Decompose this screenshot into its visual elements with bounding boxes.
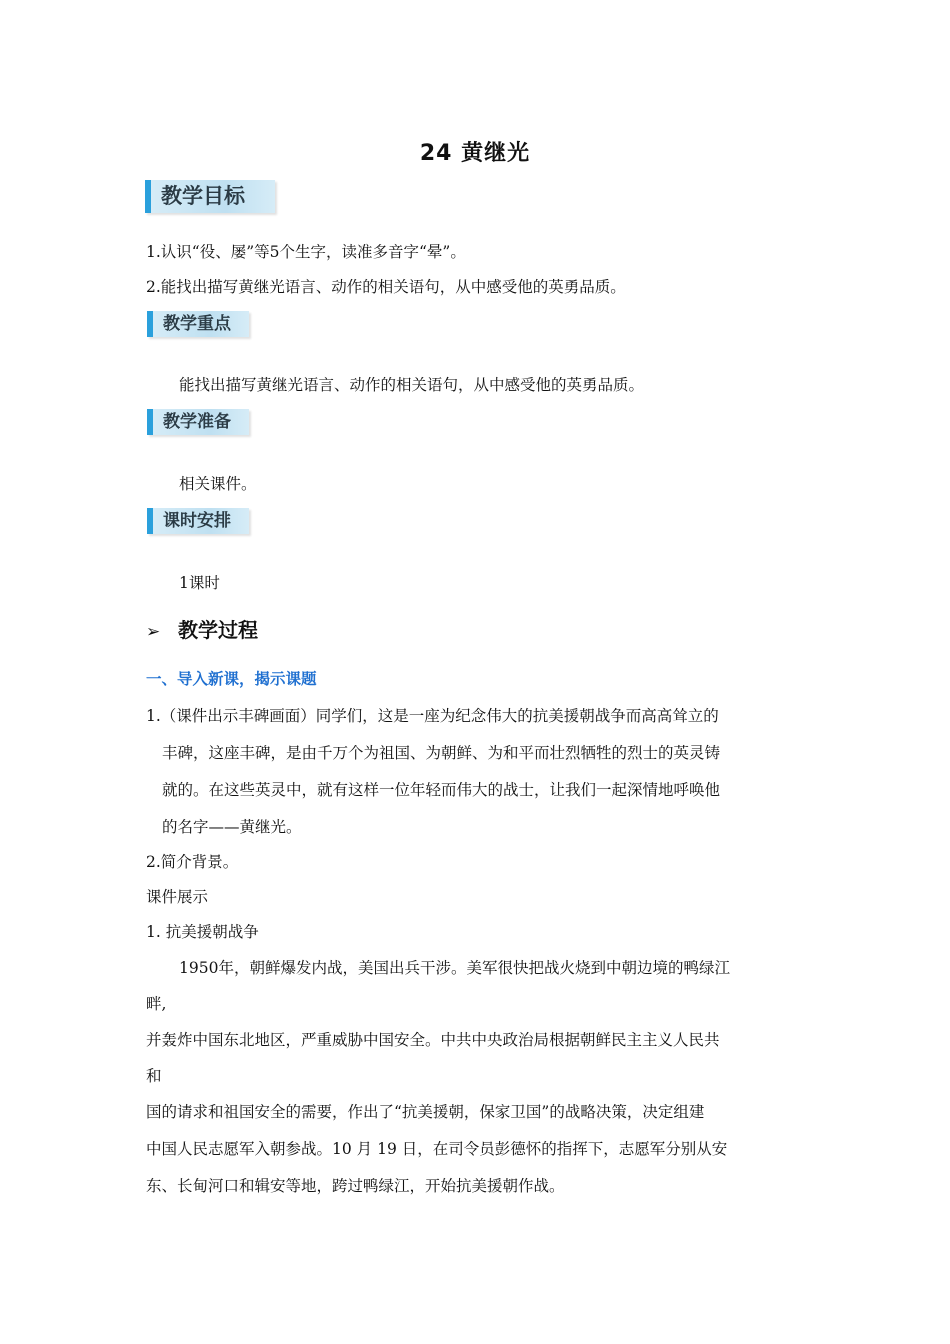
para-line-5: 国的请求和祖国安全的需要，作出了“抗美援朝，保家卫国”的战略决策，决定组建 xyxy=(146,1103,705,1121)
header-schedule: 课时安排 xyxy=(147,508,249,534)
process-heading xyxy=(146,614,258,643)
item1-line-1: 1.（课件出示丰碑画面）同学们，这是一座为纪念伟大的抗美援朝战争而高高耸立的 xyxy=(146,707,719,725)
subheading-war: 1. 抗美援朝战争 xyxy=(146,923,259,941)
goal-item-1: 1.认识“役、屡”等5个生字，读准多音字“晕”。 xyxy=(146,243,466,261)
para-line-3: 并轰炸中国东北地区，严重威胁中国安全。中共中央政治局根据朝鲜民主主义人民共 xyxy=(146,1031,720,1049)
courseware-label: 课件展示 xyxy=(146,888,209,906)
process-title: 教学过程 xyxy=(178,618,258,642)
para-line-1: 1950年，朝鲜爆发内战，美国出兵干涉。美军很快把战火烧到中朝边境的鸭绿江 xyxy=(179,959,730,977)
page-title: 24 黄继光 xyxy=(419,141,531,166)
para-line-6: 中国人民志愿军入朝参战。10 月 19 日，在司令员彭德怀的指挥下，志愿军分别从安 xyxy=(146,1140,728,1158)
header-teaching-prep: 教学准备 xyxy=(147,409,249,435)
item2-text: 2.简介背景。 xyxy=(146,853,239,871)
goal-item-2: 2.能找出描写黄继光语言、动作的相关语句，从中感受他的英勇品质。 xyxy=(146,278,626,296)
para-line-4: 和 xyxy=(146,1067,162,1085)
item1-line-2: 丰碑，这座丰碑，是由千万个为祖国、为朝鲜、为和平而壮烈牺牲的烈士的英灵铸 xyxy=(162,744,721,762)
para-line-7: 东、长甸河口和辑安等地，跨过鸭绿江，开始抗美援朝作战。 xyxy=(146,1177,565,1195)
focus-text: 能找出描写黄继光语言、动作的相关语句，从中感受他的英勇品质。 xyxy=(179,376,645,394)
header-teaching-goals: 教学目标 xyxy=(145,180,275,213)
section-1-title: 一、导入新课，揭示课题 xyxy=(146,669,317,688)
arrow-bullet-icon: ➢ xyxy=(146,622,161,642)
header-teaching-focus: 教学重点 xyxy=(147,311,249,337)
schedule-text: 1课时 xyxy=(179,574,220,592)
item1-line-3: 就的。在这些英灵中，就有这样一位年轻而伟大的战士，让我们一起深情地呼唤他 xyxy=(162,781,721,799)
prep-text: 相关课件。 xyxy=(179,475,257,493)
para-line-2: 畔, xyxy=(146,995,167,1013)
item1-line-4: 的名字——黄继光。 xyxy=(162,818,302,836)
